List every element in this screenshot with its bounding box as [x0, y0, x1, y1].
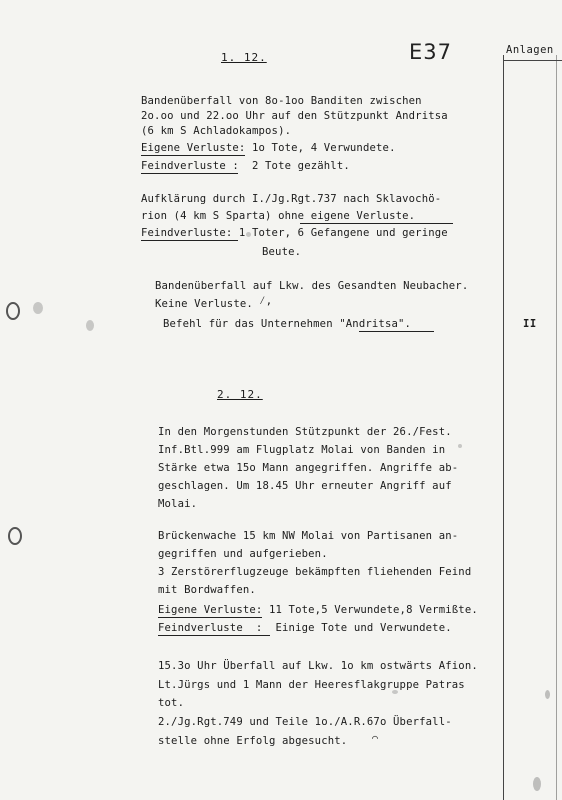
text-line: gegriffen und aufgerieben. [158, 548, 328, 560]
text-line: Inf.Btl.999 am Flugplatz Molai von Banden in [158, 444, 446, 456]
text-line: mit Bordwaffen. [158, 584, 256, 596]
scan-speck [33, 302, 43, 314]
scan-speck [458, 444, 462, 448]
margin-header-rule [503, 60, 562, 61]
underline [141, 155, 245, 156]
scan-speck [545, 690, 550, 699]
margin-mark: II [523, 318, 537, 330]
section-date-2: 2. 12. [217, 388, 263, 401]
text-line: geschlagen. Um 18.45 Uhr erneuter Angriff auf [158, 480, 452, 492]
text-line: Bandenüberfall von 8o-1oo Banditen zwischen [141, 95, 422, 107]
handwritten-mark: ⁄, [259, 294, 273, 307]
section-date-1: 1. 12. [221, 51, 267, 64]
text-line: 15.3o Uhr Überfall auf Lkw. 1o km ostwärts Afion. [158, 660, 478, 672]
handwritten-mark: ⌒ [372, 733, 379, 744]
scan-speck [86, 320, 94, 331]
underline [141, 240, 238, 241]
underline [359, 331, 434, 332]
text-line: Brückenwache 15 km NW Molai von Partisanen an- [158, 530, 459, 542]
handwritten-reference: E37 [409, 40, 452, 64]
text-line: Lt.Jürgs und 1 Mann der Heeresflakgruppe Patras [158, 679, 465, 691]
text-line: Bandenüberfall auf Lkw. des Gesandten Neubacher. [155, 280, 469, 292]
underline [141, 173, 238, 174]
text-line-own-losses: Eigene Verluste: 1o Tote, 4 Verwundete. [141, 142, 396, 154]
text-line: (6 km S Achladokampos). [141, 125, 292, 137]
text-line-enemy-losses: Feindverluste : 2 Tote gezählt. [141, 160, 350, 172]
text-line: Molai. [158, 498, 198, 510]
underline [300, 223, 453, 224]
text-line: stelle ohne Erfolg abgesucht. [158, 735, 348, 747]
text-line: tot. [158, 697, 185, 709]
punch-hole [8, 527, 22, 545]
text-line: Aufklärung durch I./Jg.Rgt.737 nach Sklavochö- [141, 193, 442, 205]
text-line: In den Morgenstunden Stützpunkt der 26./Fest. [158, 426, 452, 438]
margin-label-anlagen: Anlagen [506, 44, 554, 56]
text-line: 2o.oo und 22.oo Uhr auf den Stützpunkt Andritsa [141, 110, 448, 122]
text-line-own-losses: Eigene Verluste: 11 Tote,5 Verwundete,8 Vermißte. [158, 604, 478, 616]
underline [158, 635, 270, 636]
text-line: rion (4 km S Sparta) ohne eigene Verluste. [141, 210, 416, 222]
scan-speck [533, 777, 541, 791]
text-line: Keine Verluste. [155, 298, 253, 310]
text-line-enemy-losses: Feindverluste: 1 Toter, 6 Gefangene und geringe [141, 227, 448, 239]
text-line: 2./Jg.Rgt.749 und Teile 1o./A.R.67o Überfall- [158, 716, 452, 728]
punch-hole [6, 302, 20, 320]
page-edge-rule [556, 55, 557, 800]
text-line: Stärke etwa 15o Mann angegriffen. Angriffe ab- [158, 462, 459, 474]
text-line-enemy-losses: Feindverluste : Einige Tote und Verwundete. [158, 622, 452, 634]
text-line: 3 Zerstörerflugzeuge bekämpften fliehenden Feind [158, 566, 472, 578]
text-line: Beute. [262, 246, 302, 258]
text-line-order: Befehl für das Unternehmen "Andritsa". [163, 318, 412, 330]
margin-column-rule [503, 55, 504, 800]
underline [158, 617, 262, 618]
